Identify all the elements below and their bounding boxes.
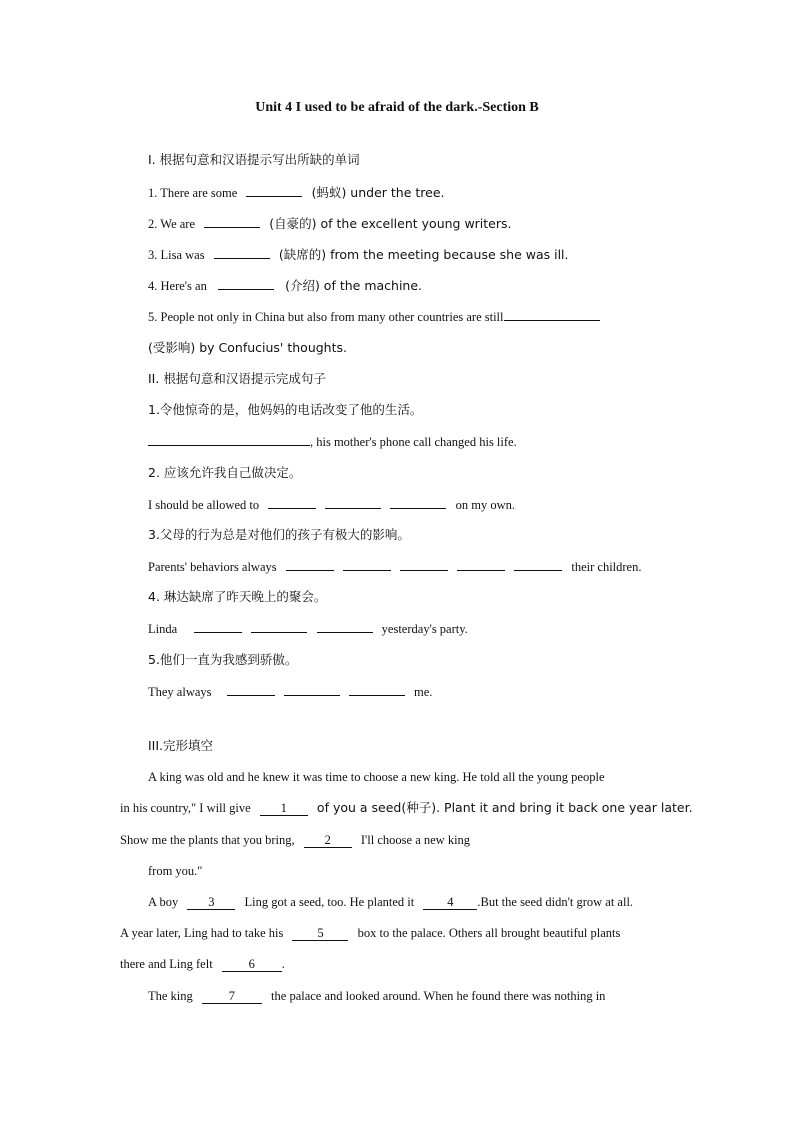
answer-blank[interactable] bbox=[268, 496, 316, 509]
cloze-text: A boy bbox=[148, 895, 179, 909]
section1-question-5 bbox=[148, 308, 600, 325]
cloze-text: The king bbox=[148, 989, 193, 1003]
answer-blank[interactable] bbox=[343, 558, 391, 571]
answer-blank[interactable] bbox=[317, 620, 373, 633]
answer-blank[interactable] bbox=[284, 683, 340, 696]
answer-blank[interactable] bbox=[194, 620, 242, 633]
section2-sentence-2 bbox=[148, 496, 515, 513]
s4-text-end: yesterday's party. bbox=[381, 622, 468, 636]
cloze-line-6 bbox=[120, 925, 620, 941]
cloze-blank-6[interactable]: 6 bbox=[222, 957, 282, 972]
q4-text-end: (介绍) of the machine. bbox=[285, 278, 423, 293]
section2-heading: II. 根据句意和汉语提示完成句子 bbox=[148, 371, 326, 386]
cloze-text: .But the seed didn't grow at all. bbox=[477, 895, 634, 909]
cloze-line-7 bbox=[120, 956, 285, 972]
cloze-text: of you a seed(种子). Plant it and bring it back one year later. bbox=[316, 800, 693, 815]
q1-text-start: 1. There are some bbox=[148, 186, 238, 200]
s3-text-end: their children. bbox=[571, 560, 642, 574]
section2-sentence-3 bbox=[148, 558, 641, 575]
q1-text-end: (蚂蚁) under the tree. bbox=[311, 185, 445, 200]
cloze-blank-2[interactable]: 2 bbox=[304, 833, 352, 848]
answer-blank[interactable] bbox=[214, 246, 270, 259]
s2-text-start: I should be allowed to bbox=[148, 498, 260, 512]
cloze-text: Ling got a seed, too. He planted it bbox=[244, 895, 415, 909]
section3-heading: III.完形填空 bbox=[148, 738, 214, 753]
cloze-blank-7[interactable]: 7 bbox=[202, 989, 262, 1004]
cloze-text: box to the palace. Others all brought beautiful plants bbox=[357, 926, 621, 940]
cloze-line-5 bbox=[148, 894, 633, 910]
answer-blank[interactable] bbox=[218, 277, 274, 290]
section2-sentence-5 bbox=[148, 683, 432, 700]
s3-chinese: 3.父母的行为总是对他们的孩子有极大的影响。 bbox=[148, 527, 410, 542]
cloze-blank-5[interactable]: 5 bbox=[292, 926, 348, 941]
answer-blank[interactable] bbox=[251, 620, 307, 633]
section1-heading: I. 根据句意和汉语提示写出所缺的单词 bbox=[148, 152, 360, 167]
cloze-line-4: from you." bbox=[148, 864, 203, 878]
s5-chinese: 5.他们一直为我感到骄傲。 bbox=[148, 652, 298, 667]
page-title: Unit 4 I used to be afraid of the dark.-Section B bbox=[255, 100, 539, 115]
cloze-line-8 bbox=[148, 988, 605, 1004]
s4-text-start: Linda bbox=[148, 622, 178, 636]
answer-blank[interactable] bbox=[504, 308, 600, 321]
answer-blank[interactable] bbox=[390, 496, 446, 509]
s1-chinese: 1.令他惊奇的是，他妈妈的电话改变了他的生活。 bbox=[148, 402, 423, 417]
cloze-line-2 bbox=[120, 800, 693, 816]
answer-blank[interactable] bbox=[400, 558, 448, 571]
cloze-text: . bbox=[281, 957, 285, 971]
q3-text-end: (缺席的) from the meeting because she was ill. bbox=[278, 247, 569, 262]
q3-text-start: 3. Lisa was bbox=[148, 248, 205, 262]
cloze-text: there and Ling felt bbox=[120, 957, 213, 971]
s5-text-start: They always bbox=[148, 685, 212, 699]
section1-question-4 bbox=[148, 277, 422, 294]
cloze-text: in his country," I will give bbox=[120, 801, 251, 815]
answer-blank[interactable] bbox=[227, 683, 275, 696]
cloze-blank-1[interactable]: 1 bbox=[260, 801, 308, 816]
answer-blank[interactable] bbox=[349, 683, 405, 696]
answer-blank[interactable] bbox=[204, 215, 260, 228]
q5-text-end: (受影响) by Confucius' thoughts. bbox=[148, 340, 347, 355]
answer-blank[interactable] bbox=[246, 184, 302, 197]
s1-english: , his mother's phone call changed his life. bbox=[310, 435, 517, 449]
q5-text-start: 5. People not only in China but also from many other countries are still bbox=[148, 310, 504, 324]
q2-text-start: 2. We are bbox=[148, 217, 196, 231]
answer-blank[interactable] bbox=[286, 558, 334, 571]
cloze-line-3 bbox=[120, 832, 470, 848]
answer-blank[interactable] bbox=[148, 433, 310, 446]
answer-blank[interactable] bbox=[457, 558, 505, 571]
section2-sentence-4 bbox=[148, 620, 468, 637]
cloze-blank-3[interactable]: 3 bbox=[187, 895, 235, 910]
section1-question-3 bbox=[148, 246, 569, 263]
cloze-line-1: A king was old and he knew it was time to choose a new king. He told all the young people bbox=[148, 770, 605, 784]
q2-text-end: (自豪的) of the excellent young writers. bbox=[269, 216, 512, 231]
s4-chinese: 4. 琳达缺席了昨天晚上的聚会。 bbox=[148, 589, 327, 604]
cloze-text: I'll choose a new king bbox=[360, 833, 471, 847]
section2-sentence-1 bbox=[148, 433, 517, 450]
q4-text-start: 4. Here's an bbox=[148, 279, 207, 293]
answer-blank[interactable] bbox=[514, 558, 562, 571]
s2-text-end: on my own. bbox=[455, 498, 515, 512]
s3-text-start: Parents' behaviors always bbox=[148, 560, 277, 574]
s5-text-end: me. bbox=[414, 685, 433, 699]
section1-question-1 bbox=[148, 184, 445, 201]
cloze-blank-4[interactable]: 4 bbox=[423, 895, 477, 910]
cloze-text: A year later, Ling had to take his bbox=[120, 926, 284, 940]
section1-question-2 bbox=[148, 215, 512, 232]
cloze-text: the palace and looked around. When he found there was nothing in bbox=[271, 989, 606, 1003]
cloze-text: Show me the plants that you bring, bbox=[120, 833, 295, 847]
s2-chinese: 2. 应该允许我自己做决定。 bbox=[148, 465, 302, 480]
answer-blank[interactable] bbox=[325, 496, 381, 509]
